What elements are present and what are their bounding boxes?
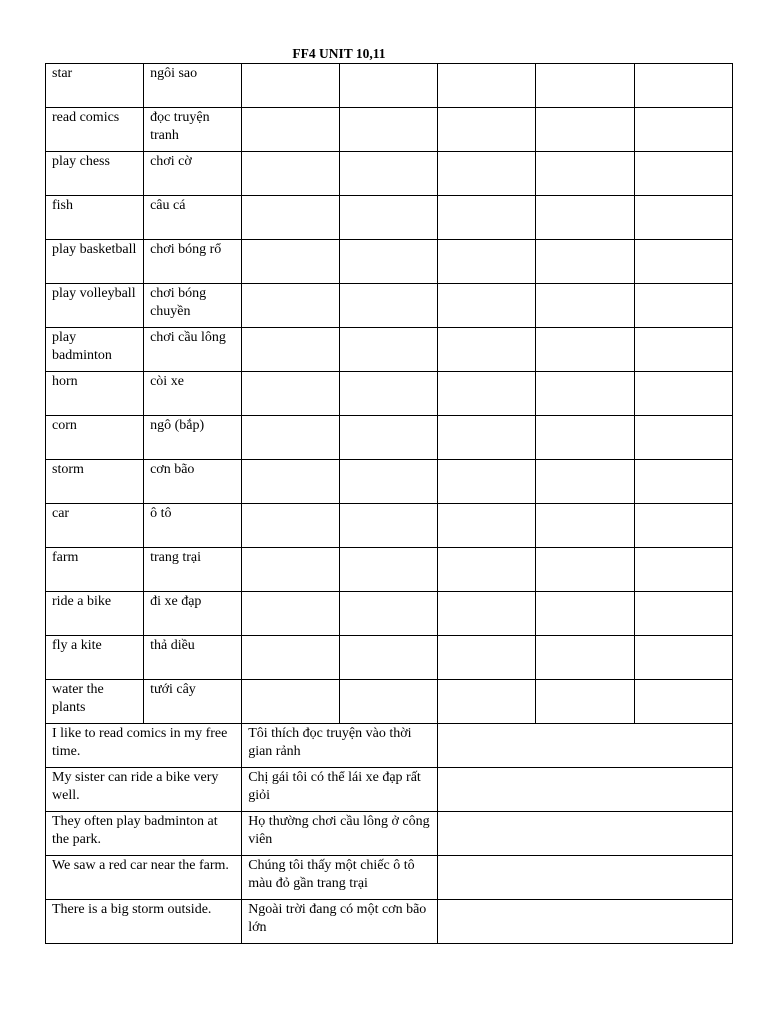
vocab-row bbox=[46, 152, 733, 196]
practice-cell bbox=[438, 548, 536, 592]
practice-cell bbox=[634, 108, 732, 152]
vocab-vietnamese-cell: cơn bão bbox=[144, 460, 242, 504]
sentence-english-cell: I like to read comics in my free time. bbox=[46, 724, 242, 768]
practice-cell bbox=[438, 64, 536, 108]
practice-cell bbox=[242, 328, 340, 372]
vocab-english-cell: play volleyball bbox=[46, 284, 144, 328]
sentence-practice-cell bbox=[438, 900, 732, 944]
practice-cell bbox=[340, 372, 438, 416]
vocab-english-cell: storm bbox=[46, 460, 144, 504]
practice-cell bbox=[242, 680, 340, 724]
vocab-vietnamese-cell: đọc truyện tranh bbox=[144, 108, 242, 152]
vocab-vietnamese-cell: chơi bóng chuyền bbox=[144, 284, 242, 328]
vocab-vietnamese-cell: chơi cầu lông bbox=[144, 328, 242, 372]
sentence-row bbox=[46, 768, 733, 812]
vocab-vietnamese-cell: ngô (bắp) bbox=[144, 416, 242, 460]
vocab-english-cell: car bbox=[46, 504, 144, 548]
vocab-vietnamese-cell: tưới cây bbox=[144, 680, 242, 724]
practice-cell bbox=[536, 680, 634, 724]
sentence-row bbox=[46, 856, 733, 900]
practice-cell bbox=[536, 592, 634, 636]
practice-cell bbox=[536, 416, 634, 460]
practice-cell bbox=[242, 64, 340, 108]
sentence-vietnamese-cell: Chị gái tôi có thể lái xe đạp rất giỏi bbox=[242, 768, 438, 812]
vocab-row bbox=[46, 636, 733, 680]
practice-cell bbox=[340, 64, 438, 108]
vocab-vietnamese-cell: chơi cờ bbox=[144, 152, 242, 196]
practice-cell bbox=[340, 152, 438, 196]
vocab-row bbox=[46, 548, 733, 592]
vocab-vietnamese-cell: ô tô bbox=[144, 504, 242, 548]
practice-cell bbox=[634, 284, 732, 328]
sentence-vietnamese-cell: Ngoài trời đang có một cơn bão lớn bbox=[242, 900, 438, 944]
practice-cell bbox=[242, 592, 340, 636]
practice-cell bbox=[438, 240, 536, 284]
practice-cell bbox=[438, 152, 536, 196]
practice-cell bbox=[340, 240, 438, 284]
practice-cell bbox=[340, 548, 438, 592]
practice-cell bbox=[438, 680, 536, 724]
practice-cell bbox=[536, 196, 634, 240]
vocab-english-cell: horn bbox=[46, 372, 144, 416]
vocab-vietnamese-cell: câu cá bbox=[144, 196, 242, 240]
sentence-english-cell: We saw a red car near the farm. bbox=[46, 856, 242, 900]
practice-cell bbox=[242, 108, 340, 152]
practice-cell bbox=[536, 636, 634, 680]
practice-cell bbox=[340, 592, 438, 636]
practice-cell bbox=[438, 416, 536, 460]
vocab-vietnamese-cell: thả diều bbox=[144, 636, 242, 680]
practice-cell bbox=[242, 548, 340, 592]
practice-cell bbox=[634, 64, 732, 108]
sentence-vietnamese-cell: Tôi thích đọc truyện vào thời gian rảnh bbox=[242, 724, 438, 768]
vocab-row bbox=[46, 64, 733, 108]
sentence-practice-cell bbox=[438, 856, 732, 900]
practice-cell bbox=[340, 284, 438, 328]
vocab-english-cell: read comics bbox=[46, 108, 144, 152]
practice-cell bbox=[242, 504, 340, 548]
practice-cell bbox=[340, 504, 438, 548]
practice-cell bbox=[340, 328, 438, 372]
vocab-vietnamese-cell: đi xe đạp bbox=[144, 592, 242, 636]
vocab-english-cell: play badminton bbox=[46, 328, 144, 372]
practice-cell bbox=[634, 460, 732, 504]
vocab-row bbox=[46, 592, 733, 636]
practice-cell bbox=[438, 372, 536, 416]
practice-cell bbox=[242, 416, 340, 460]
practice-cell bbox=[438, 592, 536, 636]
sentence-practice-cell bbox=[438, 768, 732, 812]
sentence-english-cell: They often play badminton at the park. bbox=[46, 812, 242, 856]
sentence-practice-cell bbox=[438, 724, 732, 768]
practice-cell bbox=[340, 196, 438, 240]
practice-cell bbox=[634, 592, 732, 636]
vocab-english-cell: fish bbox=[46, 196, 144, 240]
practice-cell bbox=[340, 636, 438, 680]
practice-cell bbox=[536, 548, 634, 592]
practice-cell bbox=[634, 196, 732, 240]
practice-cell bbox=[536, 240, 634, 284]
practice-cell bbox=[634, 416, 732, 460]
practice-cell bbox=[340, 460, 438, 504]
vocab-row bbox=[46, 240, 733, 284]
sentence-row bbox=[46, 900, 733, 944]
practice-cell bbox=[634, 152, 732, 196]
practice-cell bbox=[340, 416, 438, 460]
sentence-practice-cell bbox=[438, 812, 732, 856]
practice-cell bbox=[536, 328, 634, 372]
page-title: FF4 UNIT 10,11 bbox=[292, 46, 386, 61]
practice-cell bbox=[340, 108, 438, 152]
practice-cell bbox=[438, 636, 536, 680]
vocab-row bbox=[46, 680, 733, 724]
vocab-english-cell: play basketball bbox=[46, 240, 144, 284]
vocab-row bbox=[46, 372, 733, 416]
vocab-vietnamese-cell: ngôi sao bbox=[144, 64, 242, 108]
vocab-row bbox=[46, 284, 733, 328]
sentence-row bbox=[46, 724, 733, 768]
vocab-row bbox=[46, 196, 733, 240]
sentence-vietnamese-cell: Họ thường chơi cầu lông ở công viên bbox=[242, 812, 438, 856]
practice-cell bbox=[242, 372, 340, 416]
vocab-english-cell: farm bbox=[46, 548, 144, 592]
practice-cell bbox=[242, 460, 340, 504]
practice-cell bbox=[634, 548, 732, 592]
practice-cell bbox=[438, 284, 536, 328]
practice-cell bbox=[340, 680, 438, 724]
vocab-vietnamese-cell: còi xe bbox=[144, 372, 242, 416]
practice-cell bbox=[438, 196, 536, 240]
practice-cell bbox=[634, 240, 732, 284]
vocab-english-cell: ride a bike bbox=[46, 592, 144, 636]
practice-cell bbox=[536, 108, 634, 152]
sentence-vietnamese-cell: Chúng tôi thấy một chiếc ô tô màu đỏ gần trang trại bbox=[242, 856, 438, 900]
vocab-row bbox=[46, 416, 733, 460]
practice-cell bbox=[536, 372, 634, 416]
vocab-vietnamese-cell: chơi bóng rổ bbox=[144, 240, 242, 284]
practice-cell bbox=[438, 108, 536, 152]
vocab-english-cell: fly a kite bbox=[46, 636, 144, 680]
vocab-row bbox=[46, 328, 733, 372]
practice-cell bbox=[536, 284, 634, 328]
sentence-row bbox=[46, 812, 733, 856]
practice-cell bbox=[634, 504, 732, 548]
practice-cell bbox=[536, 152, 634, 196]
sentence-english-cell: My sister can ride a bike very well. bbox=[46, 768, 242, 812]
practice-cell bbox=[242, 152, 340, 196]
practice-cell bbox=[438, 328, 536, 372]
practice-cell bbox=[438, 504, 536, 548]
practice-cell bbox=[242, 240, 340, 284]
practice-cell bbox=[438, 460, 536, 504]
vocab-row bbox=[46, 108, 733, 152]
practice-cell bbox=[634, 328, 732, 372]
practice-cell bbox=[634, 680, 732, 724]
vocab-english-cell: water the plants bbox=[46, 680, 144, 724]
practice-cell bbox=[634, 372, 732, 416]
practice-cell bbox=[242, 196, 340, 240]
vocabulary-table bbox=[45, 63, 733, 944]
vocab-row bbox=[46, 460, 733, 504]
practice-cell bbox=[242, 284, 340, 328]
practice-cell bbox=[242, 636, 340, 680]
practice-cell bbox=[536, 504, 634, 548]
table-body bbox=[46, 64, 733, 944]
vocab-english-cell: corn bbox=[46, 416, 144, 460]
practice-cell bbox=[634, 636, 732, 680]
vocab-english-cell: play chess bbox=[46, 152, 144, 196]
sentence-english-cell: There is a big storm outside. bbox=[46, 900, 242, 944]
practice-cell bbox=[536, 64, 634, 108]
vocab-english-cell: star bbox=[46, 64, 144, 108]
vocab-vietnamese-cell: trang trại bbox=[144, 548, 242, 592]
vocab-row bbox=[46, 504, 733, 548]
practice-cell bbox=[536, 460, 634, 504]
